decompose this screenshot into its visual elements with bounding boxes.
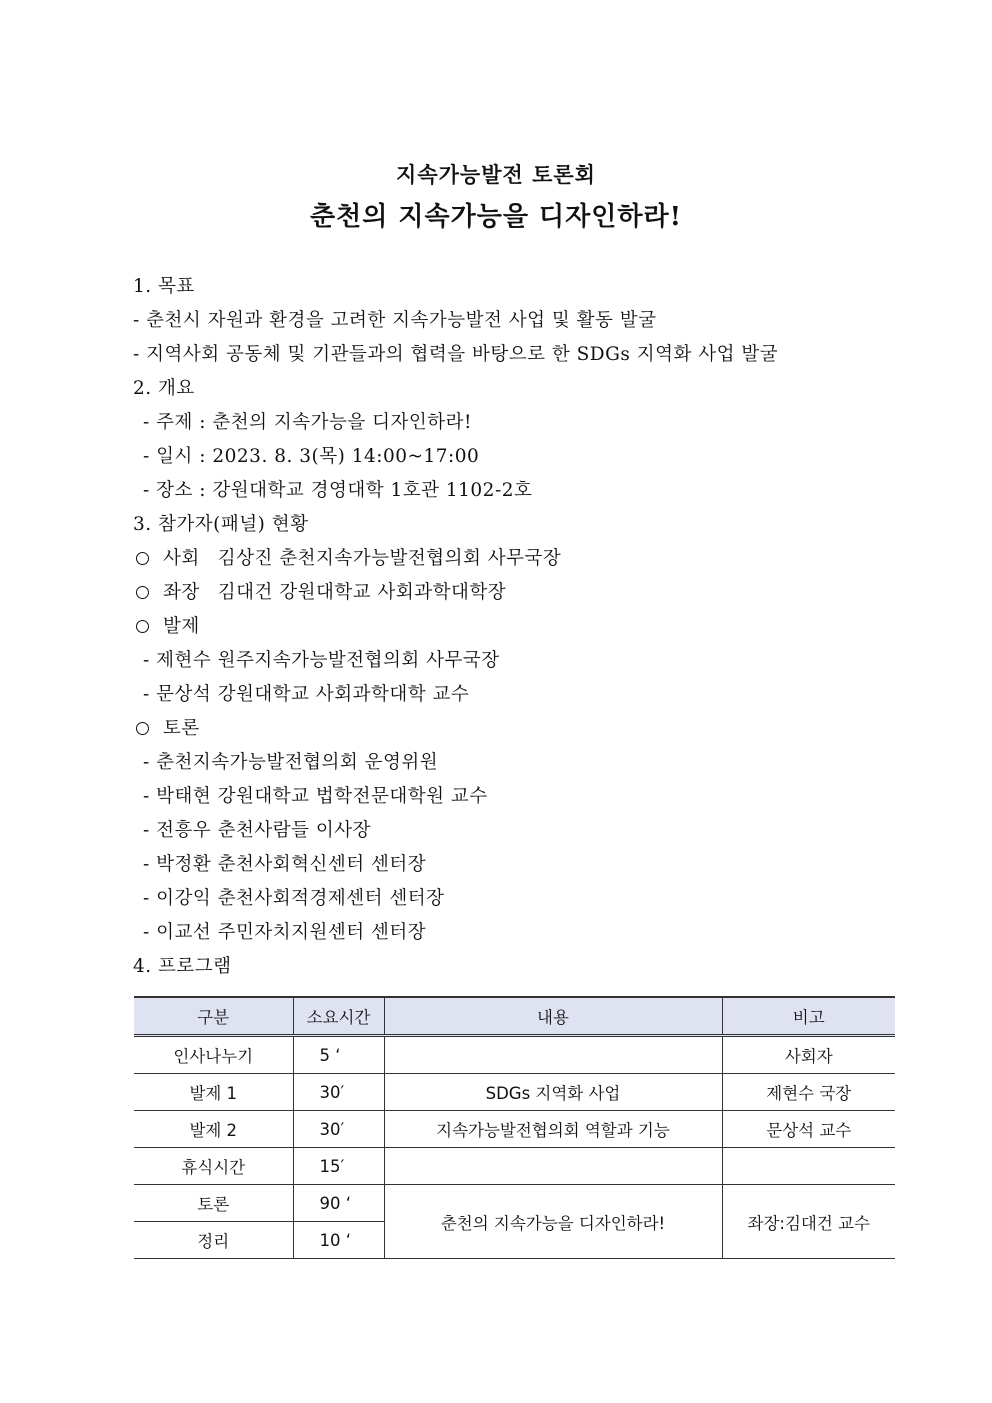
cell-note: [722, 1148, 895, 1185]
discussion-heading-line: [133, 712, 893, 746]
circle-bullet-icon: [136, 722, 149, 735]
cell-duration: 90 ‘: [293, 1185, 384, 1222]
document-subtitle: 지속가능발전 토론회: [396, 162, 596, 187]
circle-bullet-icon: [136, 552, 149, 565]
program-heading: 4. 프로그램: [133, 956, 232, 977]
discussant-item: - 이교선 주민자치지원센터 센터장: [143, 922, 427, 943]
presentation-heading: 발제: [163, 616, 200, 637]
cell-duration: 5 ‘: [293, 1036, 384, 1074]
title-block: [0, 158, 992, 237]
cell-duration: 10 ‘: [293, 1222, 384, 1259]
overview-heading: 2. 개요: [133, 378, 195, 399]
column-header-duration: 소요시간: [293, 997, 384, 1036]
cell-section: 정리: [134, 1222, 293, 1259]
column-header-content: 내용: [384, 997, 722, 1036]
cell-section: 발제 2: [134, 1111, 293, 1148]
discussant-item: - 전흥우 춘천사람들 이사장: [143, 820, 371, 841]
cell-duration: 30′: [293, 1074, 384, 1111]
moderator-line: [133, 542, 893, 576]
participants-heading: 3. 참가자(패널) 현황: [133, 514, 309, 535]
table-header-row: [134, 997, 895, 1036]
discussant-item: - 박정환 춘천사회혁신센터 센터장: [143, 854, 427, 875]
cell-section: 토론: [134, 1185, 293, 1222]
discussant-item: - 박태현 강원대학교 법학전문대학원 교수: [143, 786, 488, 807]
table-row: [134, 1185, 895, 1222]
cell-section: 휴식시간: [134, 1148, 293, 1185]
cell-content: SDGs 지역화 사업: [384, 1074, 722, 1111]
goal-item: - 춘천시 자원과 환경을 고려한 지속가능발전 사업 및 활동 발굴: [133, 310, 657, 331]
cell-content: [384, 1036, 722, 1074]
moderator-role: 사회: [163, 548, 200, 569]
column-header-section: 구분: [134, 997, 293, 1036]
circle-bullet-icon: [136, 586, 149, 599]
discussion-heading: 토론: [163, 718, 200, 739]
cell-content: 지속가능발전협의회 역할과 기능: [384, 1111, 722, 1148]
document-title: 춘천의 지속가능을 디자인하라!: [309, 202, 683, 232]
cell-note: 좌장:김대건 교수: [722, 1185, 895, 1259]
circle-bullet-icon: [136, 620, 149, 633]
goal-item: - 지역사회 공동체 및 기관들과의 협력을 바탕으로 한 SDGs 지역화 사업 발굴: [133, 344, 779, 365]
presentation-heading-line: [133, 610, 893, 644]
overview-item-date: - 일시 : 2023. 8. 3(목) 14:00~17:00: [143, 446, 480, 467]
table-row: [134, 1148, 895, 1185]
chair-line: [133, 576, 893, 610]
overview-item-topic: - 주제 : 춘천의 지속가능을 디자인하라!: [143, 412, 472, 433]
program-table: [134, 996, 895, 1259]
cell-content: [384, 1148, 722, 1185]
moderator-name: 김상진 춘천지속가능발전협의회 사무국장: [217, 548, 562, 569]
presenter-item: - 문상석 강원대학교 사회과학대학 교수: [143, 684, 470, 705]
cell-duration: 15′: [293, 1148, 384, 1185]
table-row: [134, 1074, 895, 1111]
cell-note: 문상석 교수: [722, 1111, 895, 1148]
discussant-item: - 춘천지속가능발전협의회 운영위원: [143, 752, 439, 773]
document-body: [133, 270, 893, 984]
cell-duration: 30′: [293, 1111, 384, 1148]
cell-section: 인사나누기: [134, 1036, 293, 1074]
discussant-item: - 이강익 춘천사회적경제센터 센터장: [143, 888, 445, 909]
chair-role: 좌장: [163, 582, 200, 603]
presenter-item: - 제현수 원주지속가능발전협의회 사무국장: [143, 650, 500, 671]
cell-note: 제현수 국장: [722, 1074, 895, 1111]
table-row: [134, 1111, 895, 1148]
cell-content: 춘천의 지속가능을 디자인하라!: [384, 1185, 722, 1259]
chair-name: 김대건 강원대학교 사회과학대학장: [217, 582, 507, 603]
goal-heading: 1. 목표: [133, 276, 195, 297]
cell-section: 발제 1: [134, 1074, 293, 1111]
column-header-note: 비고: [722, 997, 895, 1036]
cell-note: 사회자: [722, 1036, 895, 1074]
overview-item-venue: - 장소 : 강원대학교 경영대학 1호관 1102-2호: [143, 480, 533, 501]
table-row: [134, 1036, 895, 1074]
